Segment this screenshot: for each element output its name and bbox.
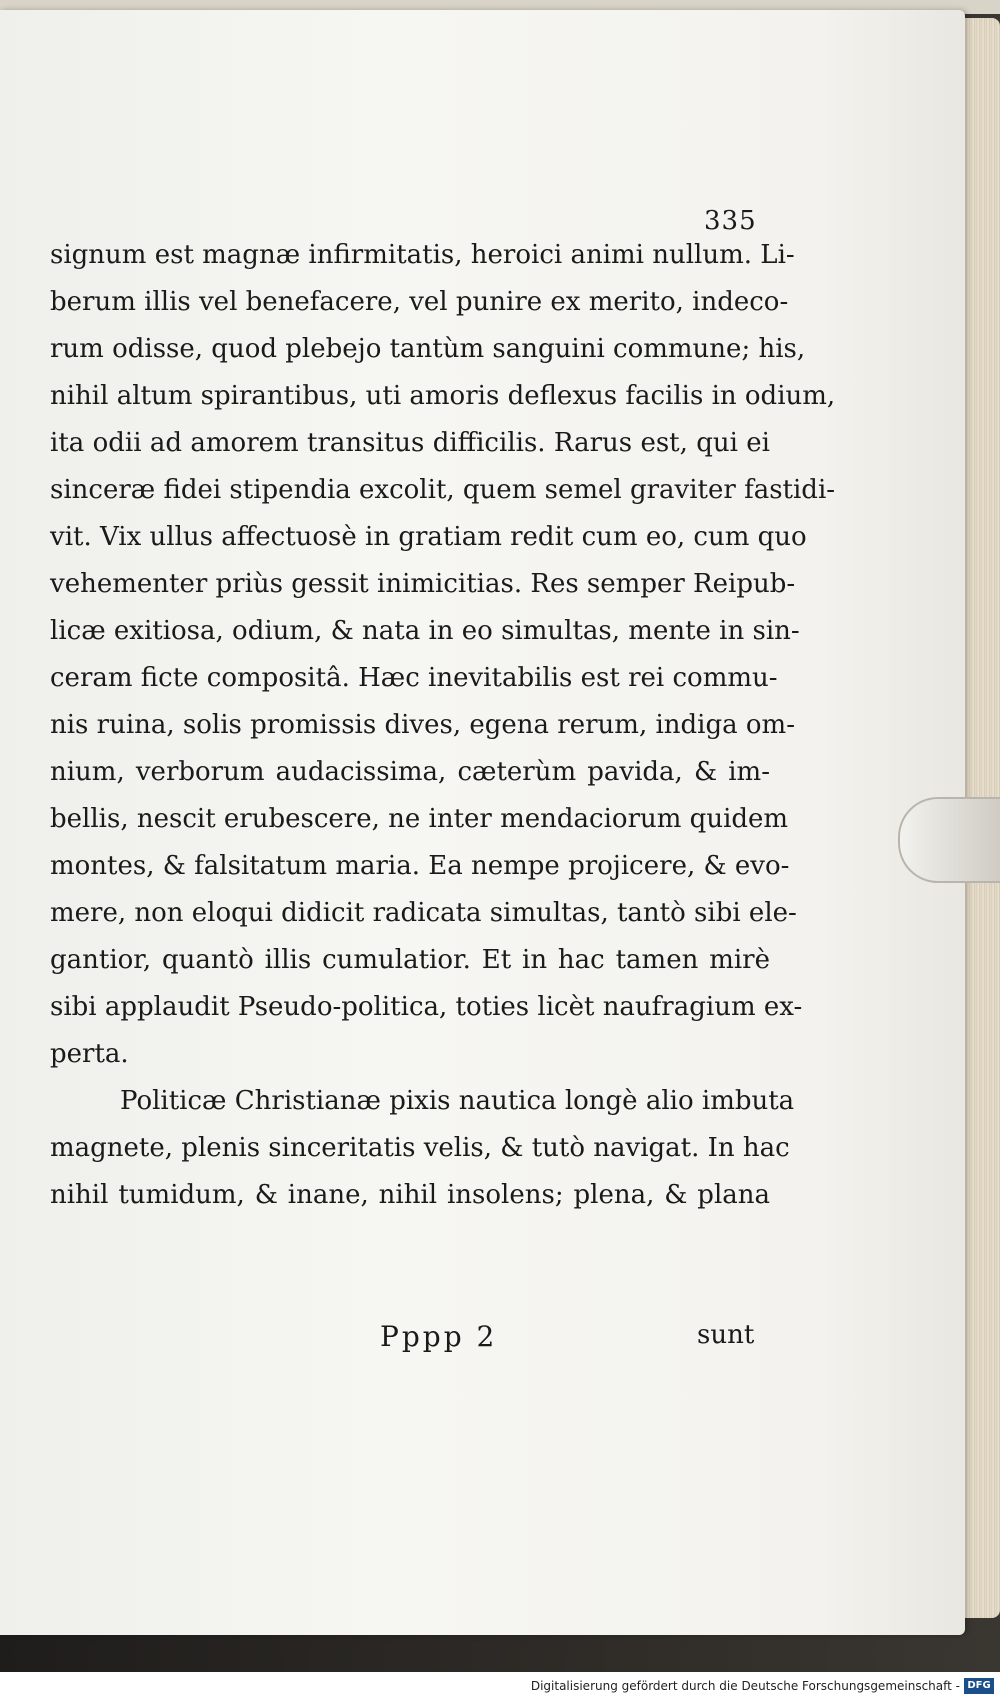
text-line: vehementer priùs gessit inimicitias. Res semper Reipub-: [50, 569, 796, 599]
signature-mark: Pppp 2: [380, 1320, 498, 1353]
digitization-footer: [0, 1672, 1000, 1702]
text-line: gantior, quantò illis cumulatior. Et in hac tamen mirè: [50, 945, 770, 975]
text-line: bellis, nescit erubescere, ne inter mendaciorum quidem: [50, 804, 789, 834]
paragraph-first-line: Politicæ Christianæ pixis nautica longè alio imbuta: [120, 1086, 795, 1116]
text-line: mere, non eloqui didicit radicata simultas, tantò sibi ele-: [50, 898, 797, 928]
text-line: rum odisse, quod plebejo tantùm sanguini commune; his,: [50, 334, 806, 364]
text-line: magnete, plenis sinceritatis velis, & tutò navigat. In hac: [50, 1133, 790, 1163]
text-line: sibi applaudit Pseudo-politica, toties licèt naufragium ex-: [50, 992, 803, 1022]
text-line: nis ruina, solis promissis dives, egena rerum, indiga om-: [50, 710, 795, 740]
dfg-logo-icon: DFG: [964, 1678, 994, 1694]
catchword: sunt: [697, 1320, 755, 1350]
book-page: [0, 10, 965, 1635]
text-line: berum illis vel benefacere, vel punire ex merito, indeco-: [50, 287, 789, 317]
bookmark-tab: [898, 797, 1000, 883]
text-line: ceram ficte compositâ. Hæc inevitabilis est rei commu-: [50, 663, 778, 693]
text-line: ita odii ad amorem transitus difficilis. Rarus est, qui ei: [50, 428, 770, 458]
page-number: 335: [704, 206, 757, 236]
text-line: sinceræ fidei stipendia excolit, quem semel graviter fastidi-: [50, 475, 836, 505]
text-line: vit. Vix ullus affectuosè in gratiam redit cum eo, cum quo: [50, 522, 807, 552]
text-line: nihil altum spirantibus, uti amoris deflexus facilis in odium,: [50, 381, 836, 411]
text-line: nihil tumidum, & inane, nihil insolens; plena, & plana: [50, 1180, 770, 1210]
footer-credit: Digitalisierung gefördert durch die Deutsche Forschungsgemeinschaft -: [530, 1679, 960, 1693]
text-line: perta.: [50, 1039, 129, 1069]
text-line: licæ exitiosa, odium, & nata in eo simultas, mente in sin-: [50, 616, 800, 646]
text-line: nium, verborum audacissima, cæterùm pavida, & im-: [50, 757, 770, 787]
text-line: montes, & falsitatum maria. Ea nempe projicere, & evo-: [50, 851, 790, 881]
text-line: signum est magnæ infirmitatis, heroici animi nullum. Li-: [50, 240, 795, 270]
